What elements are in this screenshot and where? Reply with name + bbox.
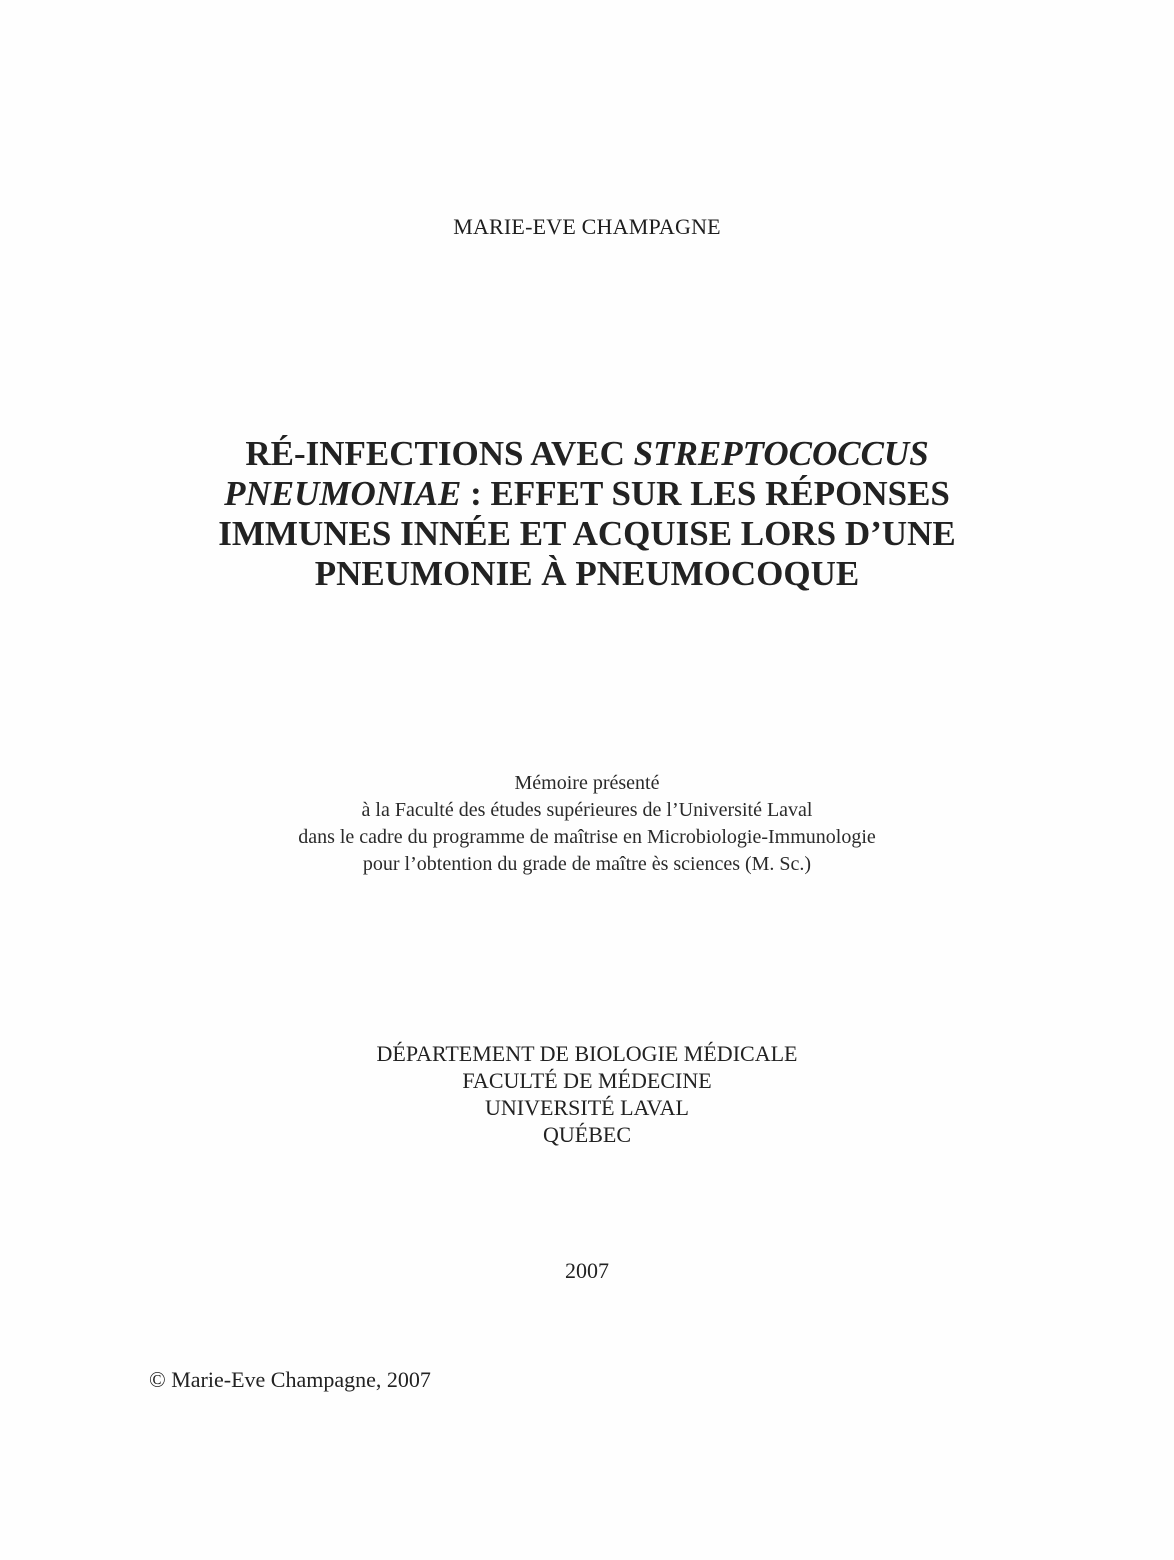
copyright-notice: © Marie-Eve Champagne, 2007	[149, 1367, 431, 1392]
memoire-line: Mémoire présenté	[514, 772, 660, 794]
memoire-line: à la Faculté des études supérieures de l’Université Laval	[361, 799, 813, 821]
title-line-3: IMMUNES INNÉE ET ACQUISE LORS D’UNE	[218, 514, 956, 553]
department-line: QUÉBEC	[543, 1122, 631, 1147]
title-line-2-italic: PNEUMONIAE	[224, 474, 462, 513]
memoire-line: dans le cadre du programme de maîtrise en Microbiologie-Immunologie	[298, 826, 876, 848]
department-line: DÉPARTEMENT DE BIOLOGIE MÉDICALE	[376, 1041, 798, 1066]
title-line-1-italic: STREPTOCOCCUS	[633, 434, 929, 473]
title-line-4: PNEUMONIE À PNEUMOCOQUE	[314, 554, 860, 593]
thesis-title	[0, 434, 1174, 594]
department-block	[0, 1040, 1174, 1148]
author-name: MARIE-EVE CHAMPAGNE	[453, 214, 721, 239]
department-line: FACULTÉ DE MÉDECINE	[462, 1068, 712, 1093]
memoire-line: pour l’obtention du grade de maître ès sciences (M. Sc.)	[362, 853, 812, 875]
memoire-statement	[0, 770, 1174, 878]
title-line-2-text: : EFFET SUR LES RÉPONSES	[461, 474, 950, 513]
year: 2007	[565, 1258, 609, 1283]
department-line: UNIVERSITÉ LAVAL	[485, 1095, 689, 1120]
title-line-2	[0, 474, 1174, 514]
title-line-1	[0, 434, 1174, 474]
title-line-1-text: RÉ-INFECTIONS AVEC	[245, 434, 634, 473]
